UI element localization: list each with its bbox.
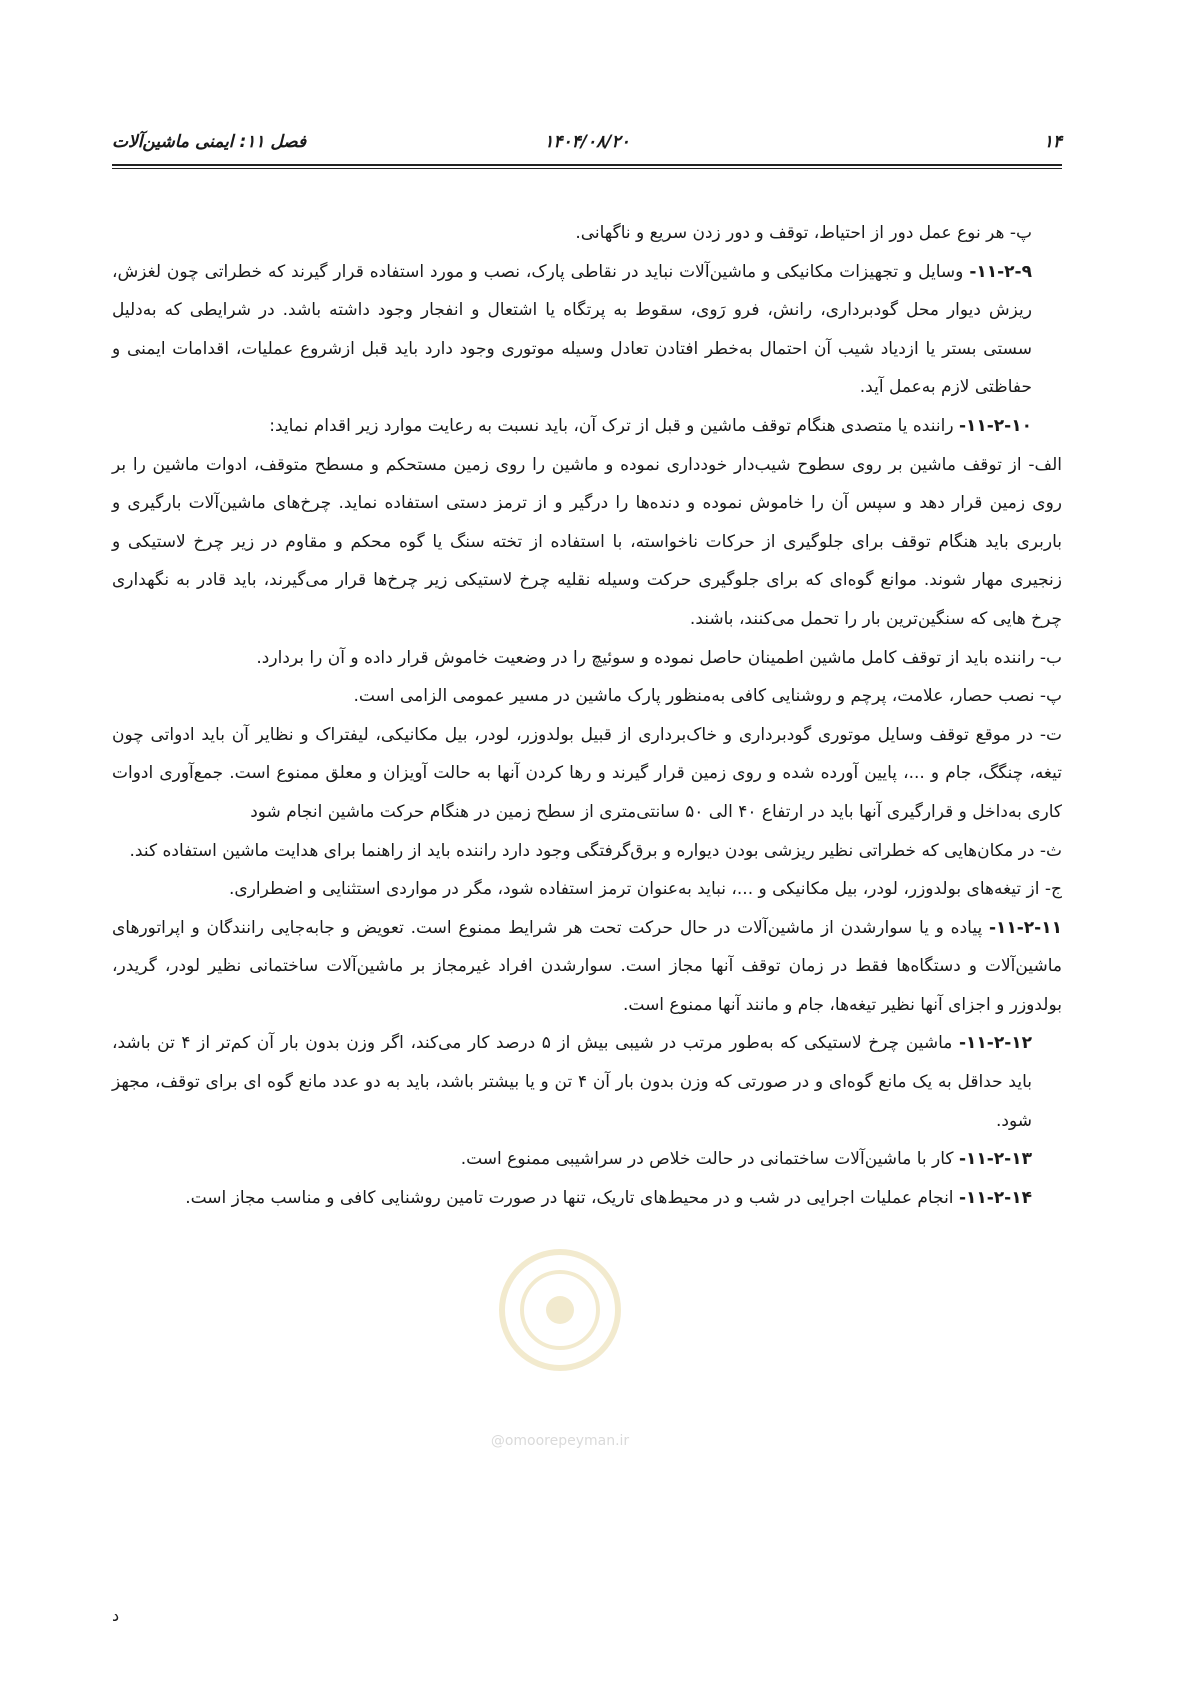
clause-number: ۱۱-۲-۱۰- <box>958 415 1032 436</box>
header-rule-secondary <box>112 168 1062 169</box>
paragraph <box>112 677 1062 716</box>
paragraph-text: الف- از توقف ماشین بر روی سطوح شیب‌دار خودداری نموده و ماشین را روی زمین مستحکم و مسطح متوقف، ادوات ماشین را بر روی زمین قرار دهد و سپس آن را خاموش نموده و دنده‌ها را درگیر و از ترمز دستی استفاده نماید. چرخ‌های ماشین‌آلات بارگیری و باربری باید هنگام توقف برای جلوگیری از حرکات ناخواسته، با استفاده از تخته سنگ یا گوه محکم و مقاوم در زیر چرخ لاستیکی و زنجیری مهار شوند. موانع گوه‌ای که برای جلوگیری حرکت وسیله نقلیه چرخ لاستیکی زیر چرخ‌ها قرار می‌گیرند، باید قادر به نگهداری چرخ هایی که سنگین‌ترین بار را تحمل می‌کنند، باشند. <box>112 454 1062 629</box>
paragraph <box>112 214 1062 253</box>
paragraph-text: ج- از تیغه‌های بولدوزر، لودر، بیل مکانیکی و ...، نباید به‌عنوان ترمز استفاده شود، مگر در مواردی استثنایی و اضطراری. <box>229 879 1062 900</box>
watermark-ring-icon <box>502 1252 618 1368</box>
page-header <box>112 132 1062 162</box>
watermark-logo <box>485 1240 635 1460</box>
document-body <box>112 214 1062 1217</box>
clause-number: ۱۱-۲-۹- <box>969 261 1032 282</box>
paragraph-text: ماشین چرخ لاستیکی که به‌طور مرتب در شیبی بیش از ۵ درصد کار می‌کند، اگر وزن بدون بار آن کم‌تر از ۴ تن باشد، باید حداقل به یک مانع گوه‌ای و در صورتی که وزن بدون بار آن ۴ تن و یا بیشتر باشد، باید به دو عدد مانع گوه ای برای توقف، مجهز شود. <box>112 1033 1032 1131</box>
clause-number: ۱۱-۲-۱۱- <box>988 917 1062 938</box>
paragraph <box>112 909 1062 1025</box>
paragraph-text: پ- هر نوع عمل دور از احتیاط، توقف و دور زدن سریع و ناگهانی. <box>575 223 1032 243</box>
paragraph <box>112 407 1062 446</box>
clause-number: ۱۱-۲-۱۲- <box>958 1033 1033 1054</box>
paragraph-text: انجام عملیات اجرایی در شب و در محیط‌های تاریک، تنها در صورت تامین روشنایی کافی و مناسب مجاز است. <box>185 1187 959 1208</box>
header-chapter-title: فصل ۱۱: ایمنی ماشین‌آلات <box>112 132 307 152</box>
paragraph <box>112 1179 1062 1218</box>
paragraph <box>112 832 1062 871</box>
paragraph-text: ت- در موقع توقف وسایل موتوری گودبرداری و خاک‌برداری از قبیل بولدوزر، لودر، بیل مکانیکی، لیفتراک و نظایر آن باید ادواتی چون تیغه، چنگگ، جام و ...، پایین آورده شده و روی زمین قرار گیرند و رها کردن آنها به حالت آویزان و معلق ممنوع است. جمع‌آوری ادوات کاری به‌داخل و قرارگیری آنها باید در ارتفاع ۴۰ الی ۵۰ سانتی‌متری از سطح زمین در هنگام حرکت ماشین انجام شود <box>112 724 1062 822</box>
clause-number: ۱۱-۲-۱۴- <box>958 1187 1032 1208</box>
watermark-inner-ring-icon <box>522 1272 598 1348</box>
paragraph <box>112 639 1062 678</box>
clause-number: ۱۱-۲-۱۳- <box>958 1149 1032 1170</box>
paragraph <box>112 716 1062 832</box>
paragraph-text: پیاده و یا سوارشدن از ماشین‌آلات در حال حرکت تحت هر شرایط ممنوع است. تعویض و جابه‌جایی رانندگان و اپراتورهای ماشین‌آلات و دستگاه‌ها فقط در زمان توقف آنها مجاز است. سوارشدن افراد غیرمجاز بر ماشین‌آلات ساختمانی نظیر لودر، گریدر، بولدوزر و اجزای آنها نظیر تیغه‌ها، جام و مانند آنها ممنوع است. <box>112 917 1062 1015</box>
paragraph-text: پ- نصب حصار، علامت، پرچم و روشنایی کافی به‌منظور پارک ماشین در مسیر عمومی الزامی است. <box>353 686 1062 707</box>
paragraph <box>112 1024 1062 1140</box>
header-page-number: ۱۴ <box>1043 132 1062 152</box>
paragraph <box>112 446 1062 639</box>
header-date: ۱۴۰۴/۰۸/۲۰ <box>544 132 630 152</box>
watermark-center-icon <box>546 1296 574 1324</box>
watermark-text: @omoorepeyman.ir <box>490 1433 630 1449</box>
paragraph <box>112 1140 1062 1179</box>
paragraph-text: راننده یا متصدی هنگام توقف ماشین و قبل از ترک آن، باید نسبت به رعایت موارد زیر اقدام نماید: <box>269 415 959 436</box>
paragraph-text: ب- راننده باید از توقف کامل ماشین اطمینان حاصل نموده و سوئیچ را در وضعیت خاموش قرار داده و آن را بردارد. <box>256 647 1062 668</box>
paragraph-text: ث- در مکان‌هایی که خطراتی نظیر ریزشی بودن دیواره و برق‌گرفتگی وجود دارد راننده باید از راهنما برای هدایت ماشین استفاده کند. <box>129 840 1062 861</box>
paragraph-text: کار با ماشین‌آلات ساختمانی در حالت خلاص در سراشیبی ممنوع است. <box>460 1149 959 1170</box>
paragraph-text: وسایل و تجهیزات مکانیکی و ماشین‌آلات نباید در نقاطی پارک، نصب و مورد استفاده قرار گیرند که خطراتی چون لغزش، ریزش دیوار محل گودبرداری، رانش، فرو رَوی، سقوط به پرتگاه یا اشتعال و انفجار وجود داشته باشد. در شرایطی که به‌دلیل سستی بستر یا ازدیاد شیب آن احتمال به‌خطر افتادن تعادل وسیله موتوری وجود دارد باید قبل ازشروع عملیات، اقدامات ایمنی و حفاظتی لازم به‌عمل آید. <box>112 261 1032 398</box>
paragraph <box>112 870 1062 909</box>
header-rule <box>112 164 1062 166</box>
footer-page-letter: د <box>112 1606 120 1625</box>
paragraph <box>112 253 1062 407</box>
